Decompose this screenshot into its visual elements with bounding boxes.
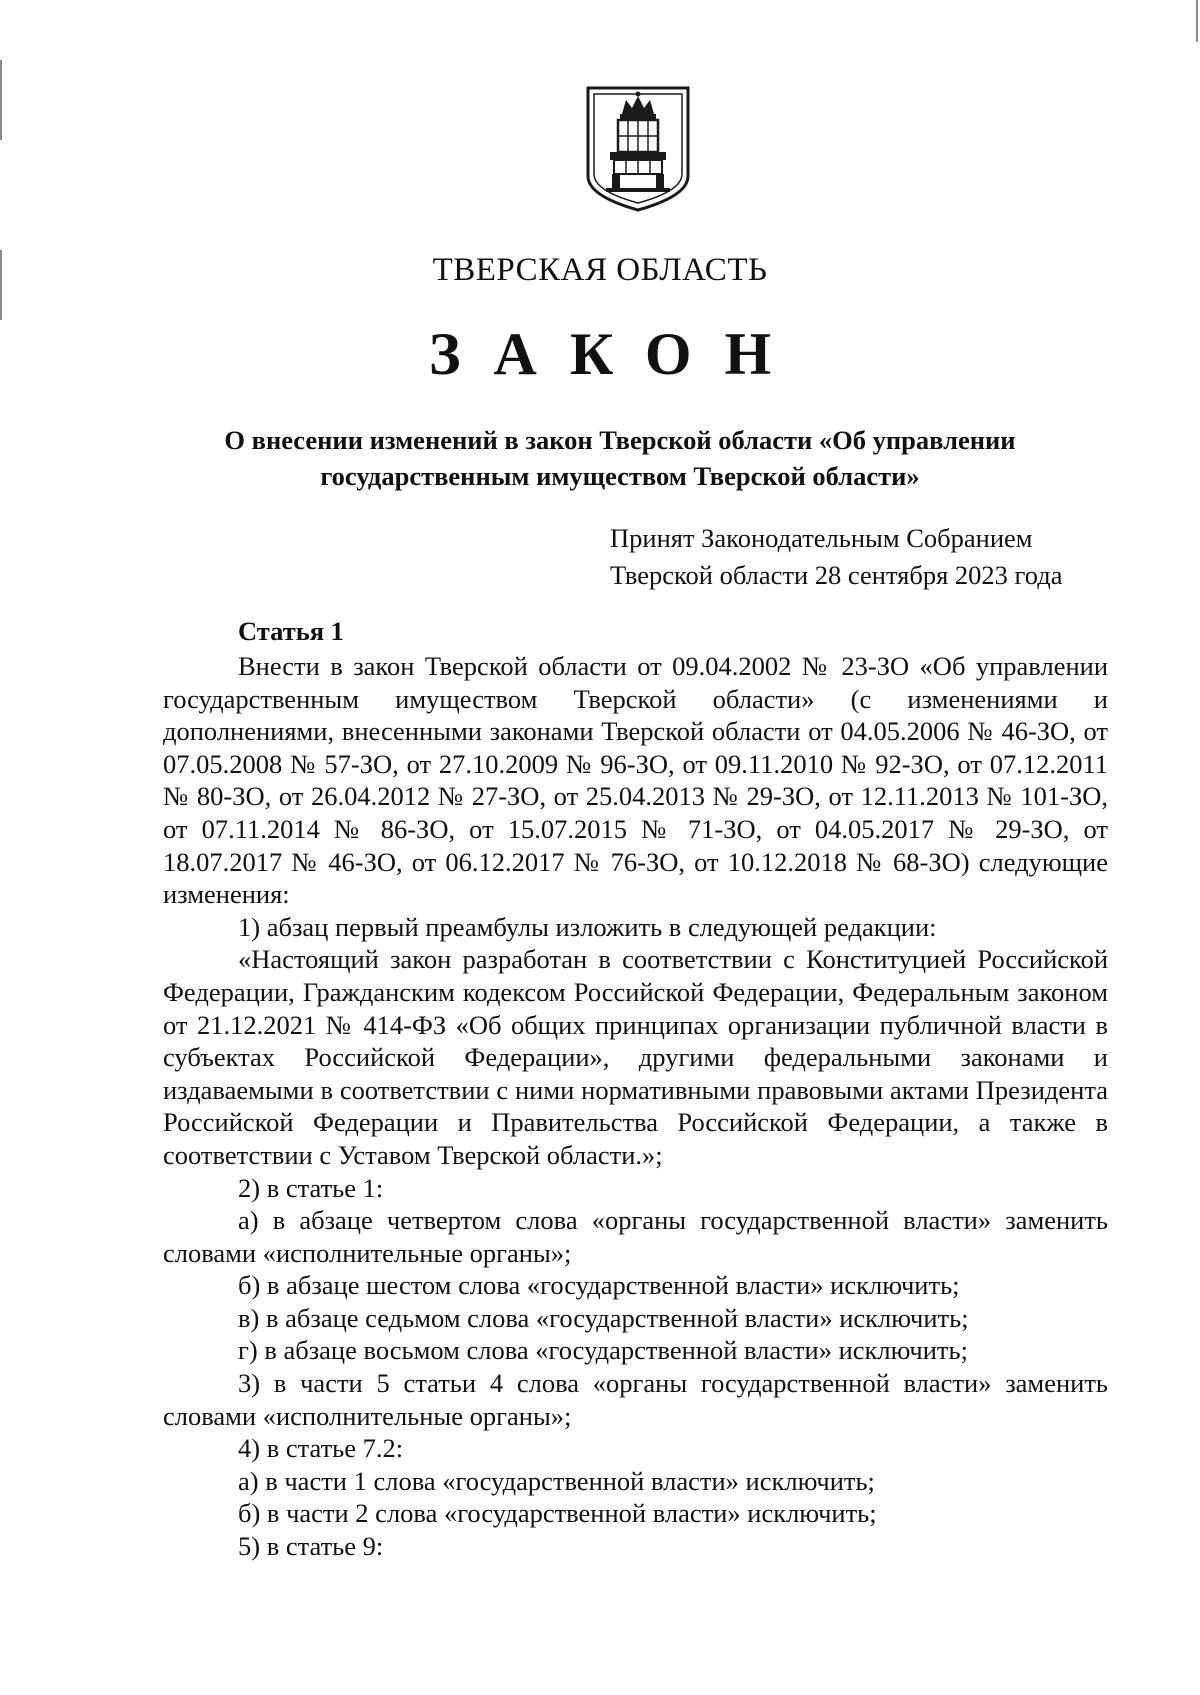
article-paragraph: в) в абзаце седьмом слова «государственной власти» исключить; xyxy=(238,1302,969,1333)
article-paragraph: а) в абзаце четвертом слова «органы государственной власти» заменить словами «исполнительные органы»; xyxy=(163,1205,1108,1268)
adoption-line: Принят Законодательным Собранием xyxy=(610,523,1033,553)
article-paragraph: а) в части 1 слова «государственной власти» исключить; xyxy=(238,1465,875,1496)
article-paragraph: 4) в статье 7.2: xyxy=(238,1433,404,1464)
article-paragraph: б) в части 2 слова «государственной власти» исключить; xyxy=(238,1498,877,1529)
article-paragraph: б) в абзаце шестом слова «государственной власти» исключить; xyxy=(238,1270,960,1301)
scan-edge-mark xyxy=(1196,0,1198,42)
adoption-line: Тверской области 28 сентября 2023 года xyxy=(610,560,1063,590)
article-paragraph: 1) абзац первый преамбулы изложить в следующей редакции: xyxy=(238,911,937,942)
adoption-note xyxy=(610,520,1110,594)
article-paragraph: Внести в закон Тверской области от 09.04.2002 № 23-ЗО «Об управлении государственным имуществом Тверской области» (с изменениями и дополнениями, внесенными законами Тверской области от 04.05.2006 № 46-ЗО, от 07.05.2008 № 57-ЗО, от 27.10.2009 № 96-ЗО, от 09.11.2010 № 92-ЗО, от 07.12.2011 № 80-ЗО, от 26.04.2012 № 27-ЗО, от 25.04.2013 № 29-ЗО, от 12.11.2013 № 101-ЗО, от 07.11.2014 № 86-ЗО, от 15.07.2015 № 71-ЗО, от 04.05.2017 № 29-ЗО, от 18.07.2017 № 46-ЗО, от 06.12.2017 № 76-ЗО, от 10.12.2018 № 68-ЗО) следующие изменения: xyxy=(163,651,1108,910)
law-title: О внесении изменений в закон Тверской области «Об управлении государственным имуществом Тверской области» xyxy=(224,425,1016,491)
article-paragraph: «Настоящий закон разработан в соответствии с Конституцией Российской Федерации, Гражданским кодексом Российской Федерации, Федеральным законом от 21.12.2021 № 414-ФЗ «Об общих принципах организации публичной власти в субъектах Российской Федерации», другими федеральными законами и издаваемыми в соответствии с ними нормативными правовыми актами Президента Российской Федерации и Правительства Российской Федерации, а также в соответствии с Уставом Тверской области.»; xyxy=(163,944,1108,1170)
article-heading: Статья 1 xyxy=(238,616,344,646)
article-paragraph: 2) в статье 1: xyxy=(238,1172,384,1203)
region-name: ТВЕРСКАЯ ОБЛАСТЬ xyxy=(432,252,768,288)
scan-edge-mark xyxy=(0,60,2,140)
article-paragraph: г) в абзаце восьмом слова «государственной власти» исключить; xyxy=(238,1335,968,1366)
article-body xyxy=(163,650,1108,1563)
coat-of-arms-icon xyxy=(584,84,692,214)
article-paragraph: 5) в статье 9: xyxy=(238,1531,384,1562)
document-type: ЗАКОН xyxy=(428,321,805,387)
article-paragraph: 3) в части 5 статьи 4 слова «органы государственной власти» заменить словами «исполнительные органы»; xyxy=(163,1368,1108,1431)
